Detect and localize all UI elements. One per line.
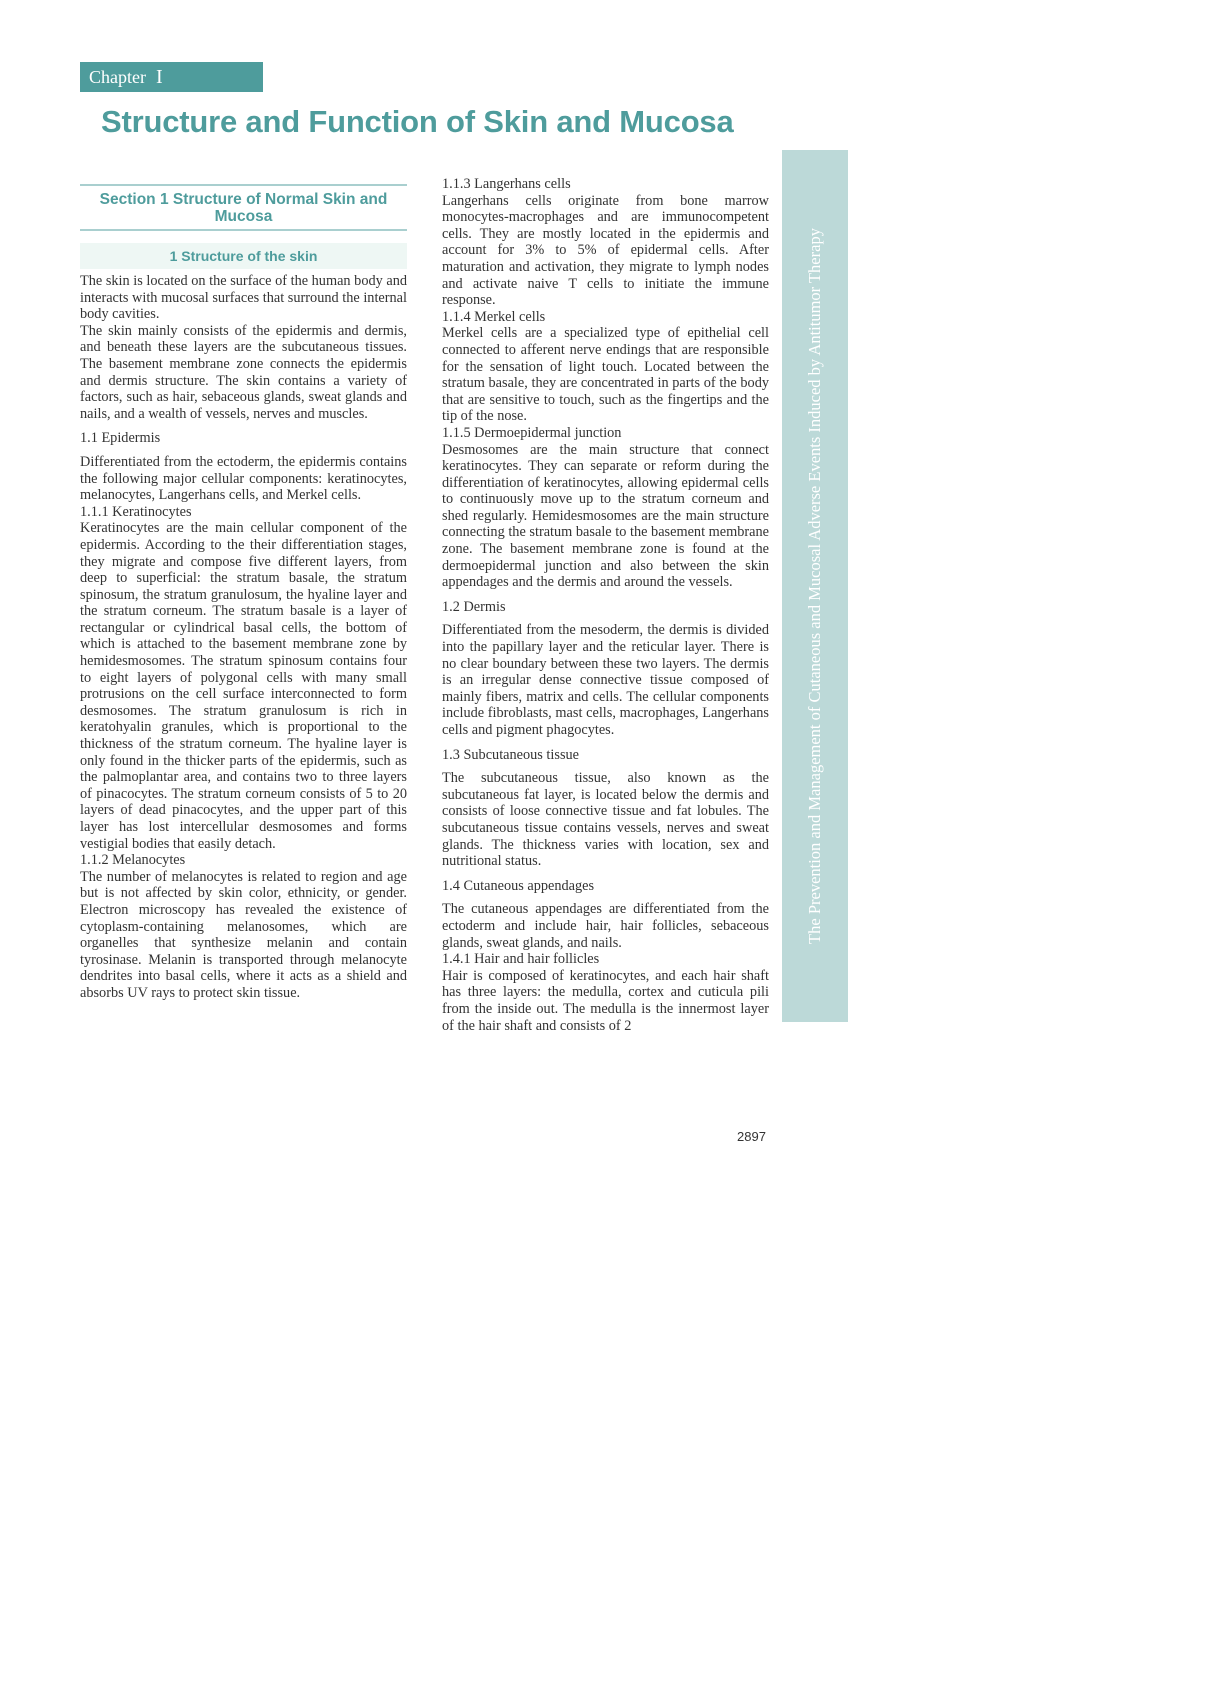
paragraph: Merkel cells are a specialized type of epithelial cell connected to afferent nerve endings that are responsible for the sensation of light touch. Located between the stratum basale, they are concentrated in parts of the body that are sensitive to touch, such as the fingertips and the tip of the nose.: [442, 325, 769, 425]
heading-melanocytes: 1.1.2 Melanocytes: [80, 852, 186, 869]
paragraph: The skin mainly consists of the epidermis and dermis, and beneath these layers are the subcutaneous tissues. The basement membrane zone connects the epidermis and dermis structure. The skin contains a variety of factors, such as hair, sebaceous glands, sweat glands and nails, and a wealth of vessels, nerves and muscles.: [80, 322, 407, 422]
paragraph: The subcutaneous tissue, also known as the subcutaneous fat layer, is located below the dermis and consists of loose connective tissue and fat lobules. The subcutaneous tissue contains vessels, nerves and sweat glands. The thickness varies with location, sex and nutritional status.: [442, 770, 769, 870]
heading-dermis: 1.2 Dermis: [442, 598, 506, 615]
section-heading: Section 1 Structure of Normal Skin and Mucosa: [80, 184, 407, 231]
paragraph: The number of melanocytes is related to region and age but is not affected by skin color, ethnicity, or gender. Electron microscopy has revealed the existence of cytoplasm-containing melanosomes, which are organelles that synthesize melanin and contain tyrosinase. Melanin is transported through melanocyte dendrites into basal cells, where it acts as a shield and absorbs UV rays to protect skin tissue.: [80, 868, 407, 1001]
heading-appendages: 1.4 Cutaneous appendages: [442, 877, 595, 894]
right-column: [442, 176, 769, 1034]
subsection-heading: 1 Structure of the skin: [80, 243, 407, 269]
paragraph: Hair is composed of keratinocytes, and each hair shaft has three layers: the medulla, cortex and cuticula pili from the inside out. The medulla is the innermost layer of the hair shaft and consists of 2: [442, 967, 769, 1034]
paragraph: The skin is located on the surface of the human body and interacts with mucosal surfaces that surround the internal body cavities.: [80, 273, 407, 323]
heading-epidermis: 1.1 Epidermis: [80, 430, 161, 447]
left-column: [80, 184, 407, 1002]
running-title: The Prevention and Management of Cutaneous and Mucosal Adverse Events Induced by Antitumor Therapy: [805, 228, 824, 944]
paragraph: Keratinocytes are the main cellular component of the epidermis. According to the their differentiation stages, they migrate and compose five different layers, from deep to superficial: the stratum basale, the stratum spinosum, the stratum granulosum, the hyaline layer and the stratum corneum. The stratum basale is a layer of rectangular or cylindrical basal cells, the bottom of which is attached to the basement membrane zone by hemidesmosomes. The stratum spinosum contains four to eight layers of polygonal cells with many small protrusions on the cell surface interconnected to form desmosomes. The stratum granulosum is rich in keratohyalin granules, which is proportional to the thickness of the stratum corneum. The hyaline layer is only found in the thicker parts of the epidermis, such as the palmoplantar area, and contains two to three layers of pinacocytes. The stratum corneum consists of 5 to 20 layers of dead pinacocytes, and the upper part of this layer has lost intercellular desmosomes and forms vestigial bodies that easily detach.: [80, 520, 407, 852]
paragraph: Differentiated from the mesoderm, the dermis is divided into the papillary layer and the reticular layer. There is no clear boundary between these two layers. The dermis is an irregular dense connective tissue composed of mainly fibers, matrix and cells. The cellular components include fibroblasts, mast cells, macrophages, Langerhans cells and pigment phagocytes.: [442, 622, 769, 738]
page-number: 2897: [737, 1129, 766, 1144]
chapter-number: I: [155, 66, 163, 88]
heading-hair: 1.4.1 Hair and hair follicles: [442, 951, 600, 968]
page-title: Structure and Function of Skin and Mucosa: [101, 104, 734, 139]
paragraph: Differentiated from the ectoderm, the epidermis contains the following major cellular components: keratinocytes, melanocytes, Langerhans cells, and Merkel cells.: [80, 453, 407, 504]
paragraph: The cutaneous appendages are differentiated from the ectoderm and include hair, hair follicles, sebaceous glands, sweat glands, and nails.: [442, 901, 769, 951]
chapter-label: [80, 62, 263, 92]
paragraph: Desmosomes are the main structure that connect keratinocytes. They can separate or reform during the differentiation of keratinocytes, allowing epidermal cells to continuously move up to the stratum corneum and shed regularly. Hemidesmosomes are the main structure connecting the stratum basale to the basement membrane zone. The basement membrane zone is found at the dermoepidermal junction and also between the skin appendages and the dermis and around the vessels.: [442, 441, 769, 591]
paragraph: Langerhans cells originate from bone marrow monocytes-macrophages and are immunocompetent cells. They are mostly located in the epidermis and account for 3% to 5% of epidermal cells. After maturation and activation, they migrate to lymph nodes and activate naive T cells to initiate the immune response.: [442, 192, 769, 309]
running-title-sidebar: [782, 150, 848, 1022]
heading-merkel: 1.1.4 Merkel cells: [442, 308, 546, 325]
heading-langerhans: 1.1.3 Langerhans cells: [442, 176, 571, 192]
heading-subcutaneous: 1.3 Subcutaneous tissue: [442, 746, 580, 763]
heading-dermoepidermal: 1.1.5 Dermoepidermal junction: [442, 424, 622, 441]
chapter-text: Chapter: [89, 67, 146, 87]
heading-keratinocytes: 1.1.1 Keratinocytes: [80, 503, 192, 520]
